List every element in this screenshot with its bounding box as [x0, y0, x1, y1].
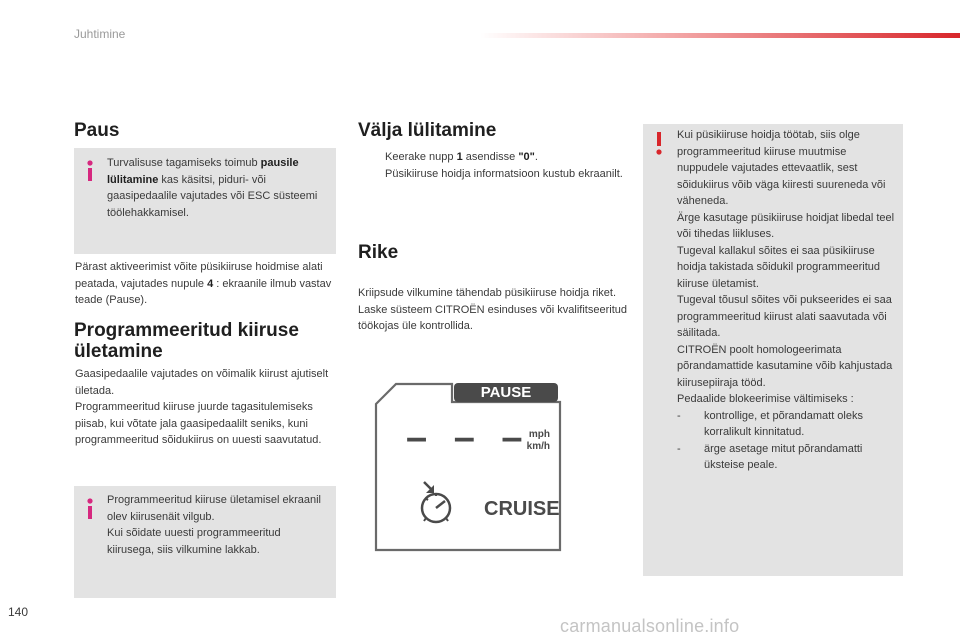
warning-paragraph: Tugeval kallakul sõites ei saa püsikiiruse hoidja takistada sõidukil programmeeritud kiiruse ületamist. — [677, 244, 880, 290]
heading-rike: Rike — [358, 242, 399, 263]
step-line: Püsikiiruse hoidja informatsioon kustub ekraanilt. — [385, 167, 623, 180]
warning-item-text: ärge asetage mitut põrandamatti üksteise peale. — [704, 442, 863, 471]
screen-outline — [376, 384, 560, 550]
heading-valja-lulitamine: Välja lülitamine — [358, 120, 497, 141]
paragraph: Gaasipedaalile vajutades on võimalik kiirust ajutiselt ületada. — [75, 368, 329, 397]
cruise-display-illustration — [374, 382, 562, 552]
paragraph: Programmeeritud kiiruse ületamisel ekraanil olev kiirusenäit vilgub. — [107, 494, 321, 523]
info-text-paus: Turvalisuse tagamiseks toimub pausile lülitamine kas käsitsi, piduri- või gaasipedaalile vajutades või ESC süsteemi töölehakkamisel. — [107, 157, 318, 219]
paragraph: Programmeeritud kiiruse juurde tagasitulemiseks piisab, kui võtate jala gaasipedaalilt seniks, kuni programmeeritud sõidukiirus on uuesti saavutatud. — [75, 401, 322, 446]
warning-icon — [655, 132, 663, 156]
cruise-speedometer-icon — [422, 493, 450, 522]
warning-paragraph: Kui püsikiiruse hoidja töötab, siis olge programmeeritud kiiruse muutmise nuppudele vajutades ettevaatlik, sest sõidukiirus võib väga kiiresti suureneda või väheneda. — [677, 129, 886, 207]
programmeeritud-body — [75, 366, 337, 449]
arrow-icon — [424, 482, 434, 493]
warning-list-item — [677, 441, 899, 474]
valja-step — [360, 149, 628, 182]
info-icon — [86, 160, 94, 182]
info-box-paus — [74, 148, 336, 254]
cruise-label: CRUISE — [484, 498, 560, 520]
step-line: Keerake nupp 1 asendisse "0". — [385, 151, 538, 163]
unit-kmh: km/h — [526, 441, 550, 452]
bullet-mark — [360, 149, 385, 182]
paus-body-text: Pärast aktiveerimist võite püsikiiruse hoidmise alati peatada, vajutades nupule 4 : ekraanile ilmub vastav teade (Pause). — [75, 261, 332, 306]
info-box-programmeeritud — [74, 486, 336, 598]
header-accent-bar — [480, 33, 960, 38]
rike-body — [358, 285, 628, 335]
warning-item-text: kontrollige, et põrandamatt oleks korralikult kinnitatud. — [704, 409, 863, 438]
warning-paragraph: Pedaalide blokeerimise vältimiseks : — [677, 393, 854, 405]
section-title: Juhtimine — [74, 27, 126, 41]
paragraph: Kriipsude vilkumine tähendab püsikiiruse hoidja riket. — [358, 287, 617, 299]
warning-paragraph: Ärge kasutage püsikiiruse hoidjat libedal teel või tihedas liikluses. — [677, 211, 895, 240]
dash-mark: - — [677, 409, 681, 422]
heading-paus: Paus — [74, 120, 120, 141]
warning-list-item — [677, 408, 899, 441]
warning-content — [677, 127, 899, 474]
unit-mph: mph — [528, 429, 550, 440]
warning-box — [643, 124, 903, 576]
warning-paragraph: Tugeval tõusul sõites või pukseerides ei saa programmeeritud kiirust alati saavutada või säilitada. — [677, 294, 892, 339]
paragraph: Laske süsteem CITROËN esinduses või kvalifitseeritud töökojas üle kontrollida. — [358, 303, 627, 332]
watermark: carmanualsonline.info — [560, 616, 740, 636]
heading-programmeeritud: Programmeeritud kiiruse ületamine — [74, 320, 299, 362]
info-icon — [86, 498, 94, 520]
pause-label: PAUSE — [480, 384, 532, 401]
speed-dashes: – – – — [406, 417, 531, 459]
paragraph: Kui sõidate uuesti programmeeritud kiirusega, siis vilkumine lakkab. — [107, 527, 281, 556]
dash-mark: - — [677, 442, 681, 455]
page-number: 140 — [8, 605, 29, 619]
warning-paragraph: CITROËN poolt homologeerimata põrandamattide kasutamine võib kahjustada kiirusepiiraja tööd. — [677, 343, 893, 389]
